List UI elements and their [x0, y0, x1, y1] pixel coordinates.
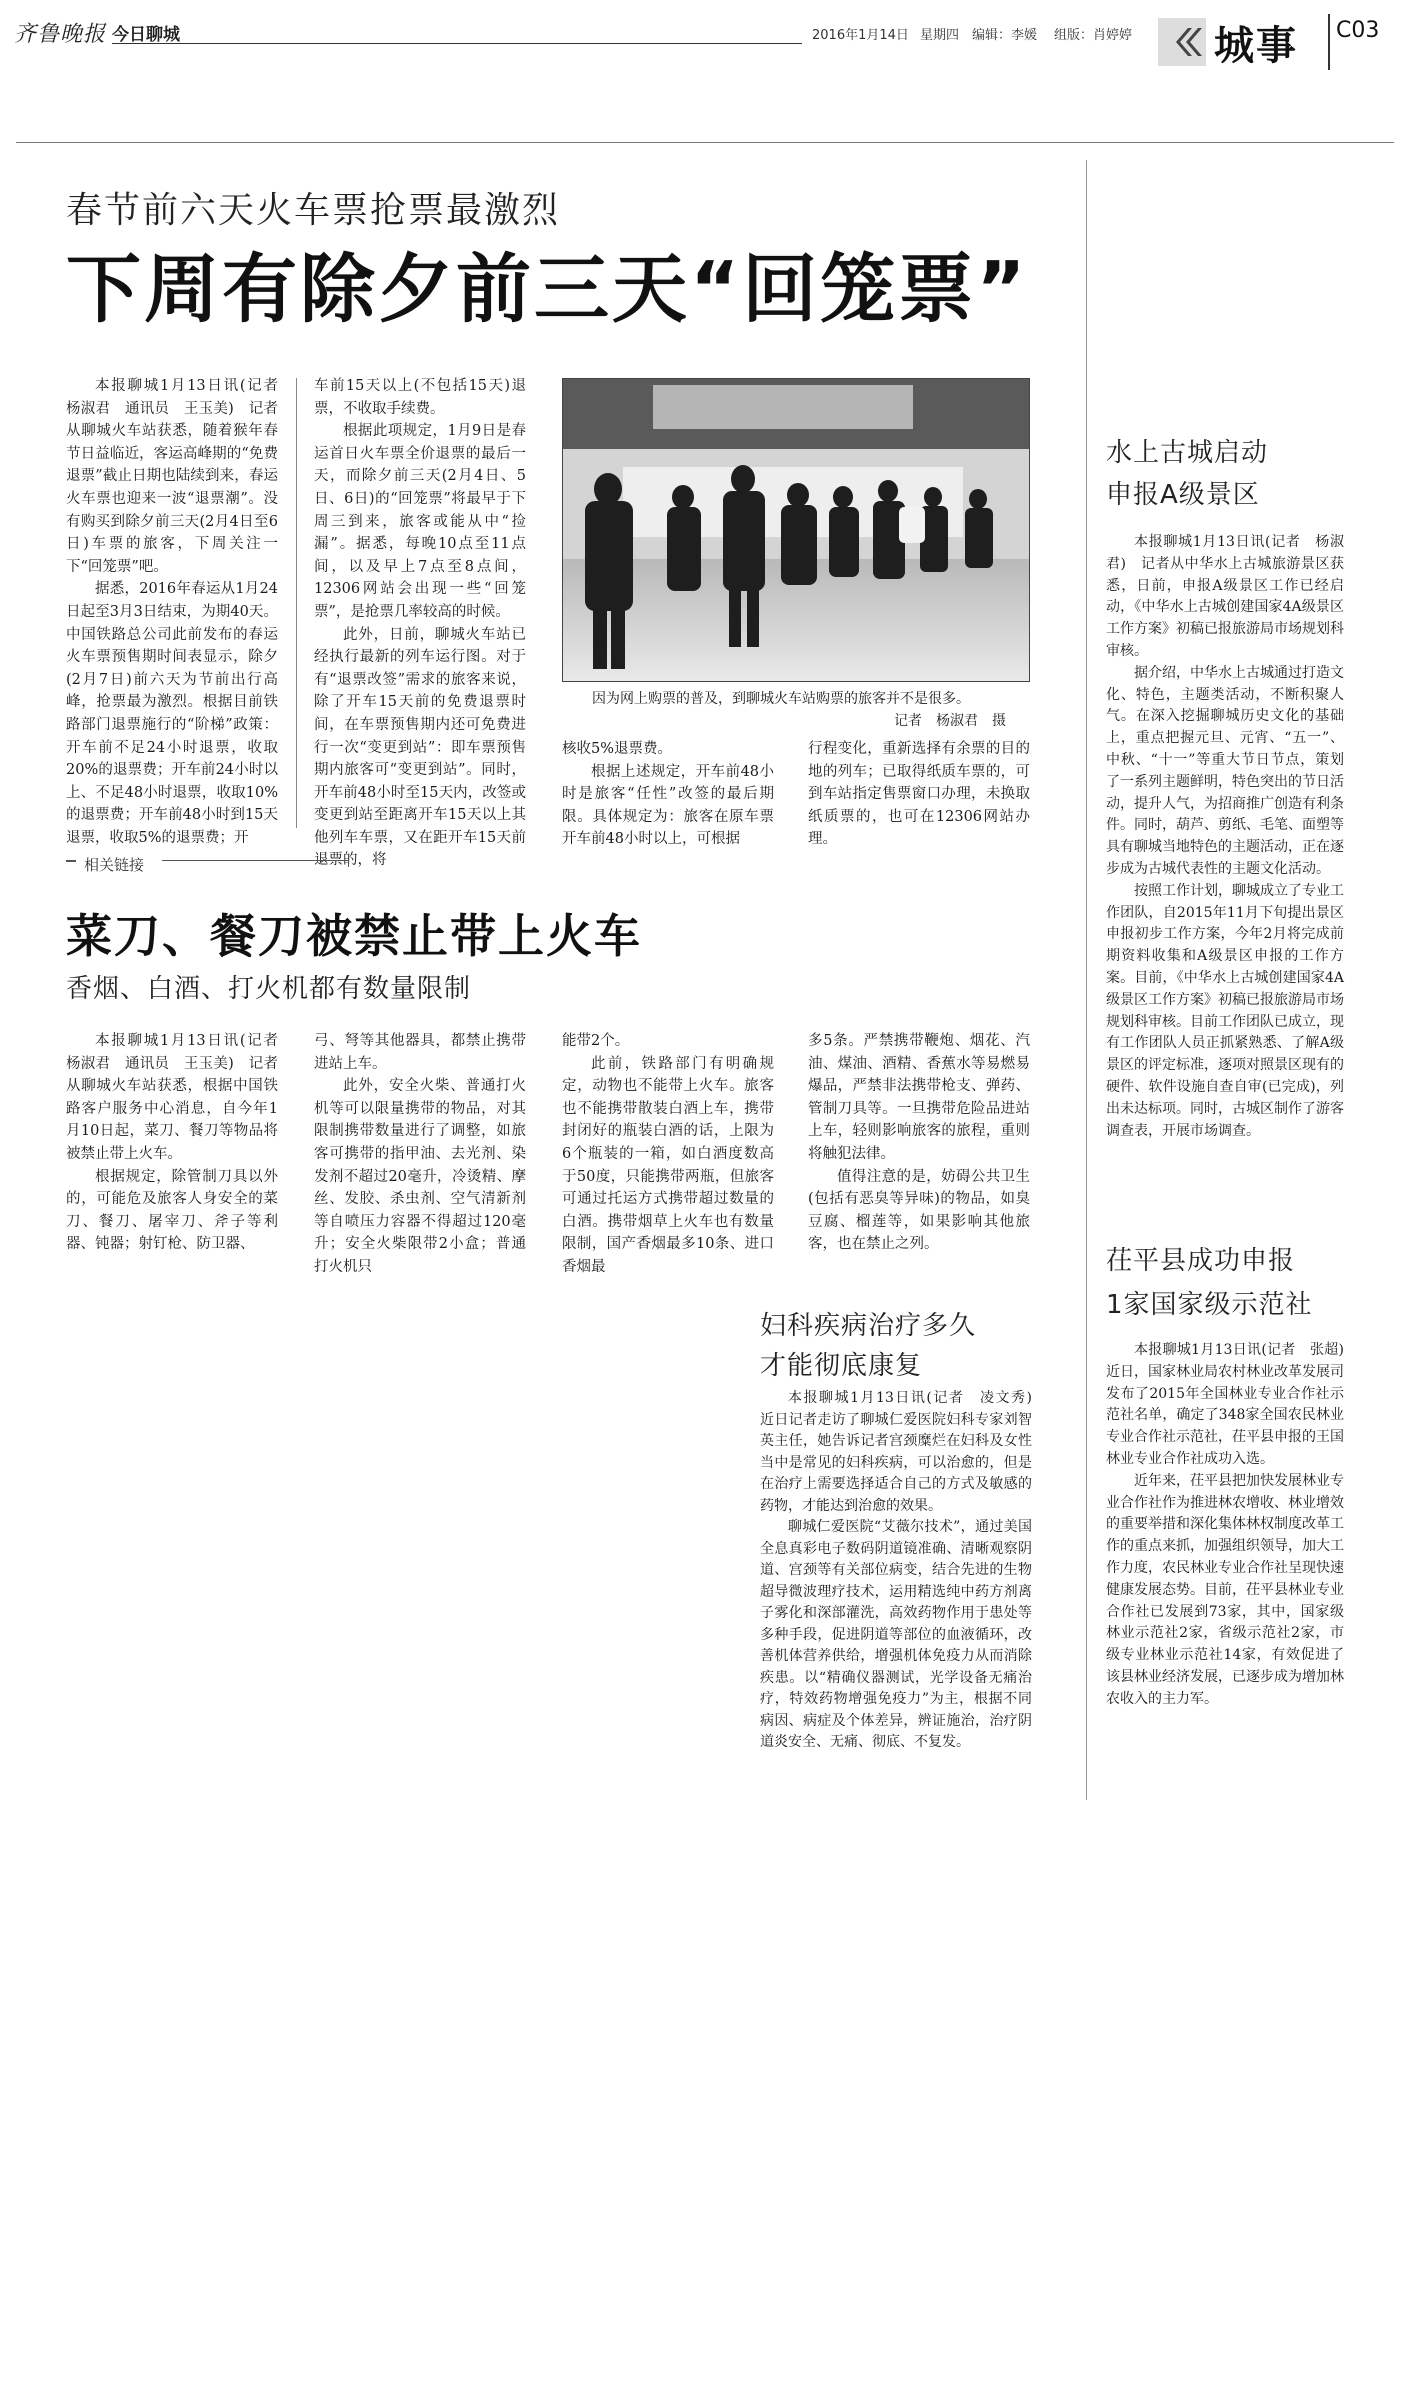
main-col1-para: 据悉，2016年春运从1月24日起至3月3日结束，为期40天。中国铁路总公司此前发布的春运火车票预售期时间表显示，除夕(2月7日)前六天为节前出行高峰，抢票最为激烈。根据目前铁路部门退票施行的“阶梯”政策：开车前不足24小时退票，收取20%的退票费；开车前24小时以上、不足48小时退票，收取10%的退票费；开车前48小时到15天退票，收取5%的退票费；开: [66, 581, 278, 846]
second-col1-para: 根据规定，除管制刀具以外的，可能危及旅客人身安全的菜刀、餐刀、屠宰刀、斧子等利器、钝器；射钉枪、防卫器、: [66, 1168, 278, 1253]
station-photo: [562, 378, 1030, 682]
section-title: 城事: [1214, 23, 1298, 69]
second-col2-para: 此外，安全火柴、普通打火机等可以限量携带的物品，对其限制携带数量进行了调整，如旅客可携带的指甲油、去光剂、染发剂不超过20毫升，冷烫精、摩丝、发胶、杀虫剂、空气清新剂等自喷压力容器不得超过120毫升；安全火柴限带2小盒；普通打火机只: [314, 1078, 526, 1275]
issue-weekday: 星期四: [920, 28, 960, 43]
main-col4: [808, 738, 1030, 851]
paper-logo: 齐鲁晚报: [14, 22, 107, 47]
right1-body-para: 本报聊城1月13日讯(记者 杨淑君) 记者从中华水上古城旅游景区获悉，日前，申报A级景区工作已经启动，《中华水上古城创建国家4A级景区工作方案》初稿已报旅游局市场规划科审核。: [1106, 534, 1344, 659]
right2-headline-line1: 茌平县成功申报: [1106, 1246, 1296, 1276]
main-col2-para: 车前15天以上(不包括15天)退票，不收取手续费。: [314, 378, 526, 417]
page-number: C03: [1336, 18, 1380, 43]
photo-credit: [894, 710, 1006, 732]
main-col3: [562, 738, 774, 851]
right1-body-para: 按照工作计划，聊城成立了专业工作团队，自2015年11月下旬提出景区申报初步工作方案，今年2月将完成前期资料收集和A级景区申报的工作方案。目前，《中华水上古城创建国家4A级景区工作方案》初稿已报旅游局市场规划科审核。目前工作团队已成立，现有工作团队人员正抓紧熟悉、了解A级景区的评定标准，逐项对照景区现有的硬件、软件设施自查自审(已完成)，列出未达标项。同时，古城区制作了游客调查表，开展市场调查。: [1106, 882, 1344, 1139]
second-col2: [314, 1030, 526, 1279]
section-arrow-icon: [1158, 18, 1206, 66]
main-col2: [314, 375, 526, 872]
second-headline: 菜刀、餐刀被禁止带上火车: [66, 909, 642, 963]
main-col3-para: 核收5%退票费。: [562, 741, 673, 757]
second-col4-para: 值得注意的是，妨碍公共卫生(包括有恶臭等异味)的物品，如臭豆腐、榴莲等，如果影响其他旅客，也在禁止之列。: [808, 1168, 1030, 1253]
section-name: 今日聊城: [112, 25, 180, 45]
second-subhead: 香烟、白酒、打火机都有数量限制: [66, 974, 472, 1004]
second-col3-para: 此前，铁路部门有明确规定，动物也不能带上火车。旅客也不能携带散装白酒上车，携带封闭好的瓶装白酒的话，上限为6个瓶装的一箱，如白酒度数高于50度，只能携带两瓶，但旅客可通过托运方式携带超过数量的白酒。携带烟草上火车也有数量限制，国产香烟最多10条、进口香烟最: [562, 1055, 774, 1275]
right1-headline-line1: 水上古城启动: [1106, 438, 1269, 468]
ad-body: [760, 1388, 1046, 1754]
photo-caption: [592, 688, 1032, 710]
main-col1-para: 本报聊城1月13日讯(记者 杨淑君 通讯员 王玉美) 记者从聊城火车站获悉，随着猴年春节日益临近，客运高峰期的“免费退票”截止日期也陆续到来，春运火车票也迎来一波“退票潮”。没有购买到除夕前三天(2月4日至6日)车票的旅客，下周关注一下“回笼票”吧。: [66, 378, 293, 575]
second-col4-para: 多5条。严禁携带鞭炮、烟花、汽油、煤油、酒精、香蕉水等易燃易爆品，严禁非法携带枪支、弹药、管制刀具等。一旦携带危险品进站上车，轻则影响旅客的旅程，重则将触犯法律。: [808, 1033, 1030, 1162]
main-col3-para: 根据上述规定，开车前48小时是旅客“任性”改签的最后期限。具体规定为：旅客在原车票开车前48小时以上，可根据: [562, 763, 774, 848]
second-col1: [66, 1030, 293, 1256]
layout-credit: 组版：肖婷婷: [1054, 28, 1133, 43]
second-col1-para: 本报聊城1月13日讯(记者 杨淑君 通讯员 王玉美) 记者从聊城火车站获悉，根据中国铁路客户服务中心消息，自今年1月10日起，菜刀、餐刀等物品将被禁止带上火车。: [66, 1033, 293, 1162]
ad-headline-line2: 才能彻底康复: [760, 1351, 923, 1381]
right2-body: [1106, 1340, 1358, 1711]
right2-headline-line2: 1家国家级示范社: [1106, 1290, 1313, 1320]
related-link-text: 相关链接: [84, 856, 145, 874]
right1-headline-line2: 申报A级景区: [1106, 480, 1260, 510]
photo-caption-text: 因为网上购票的普及，到聊城火车站购票的旅客并不是很多。: [592, 691, 970, 707]
right1-body: [1106, 532, 1344, 1142]
main-headline: 下周有除夕前三天“回笼票”: [66, 245, 1029, 333]
masthead: [0, 0, 1409, 70]
main-col1: [66, 375, 293, 849]
ad-headline-line1: 妇科疾病治疗多久: [760, 1311, 977, 1341]
main-kicker: 春节前六天火车票抢票最激烈: [66, 190, 561, 231]
ad-body-para: 聊城仁爱医院“艾薇尔技术”，通过美国全息真彩电子数码阴道镜准确、清晰观察阴道、宫颈等有关部位病变，结合先进的生物超导微波理疗技术，运用精选纯中药方剂离子雾化和深部灌洗，高效药物作用于患处等多种手段，促进阴道等部位的血液循环，改善机体营养供给，增强机体免疫力从而消除疾患。以“精确仪器测试，光学设备无痛治疗，特效药物增强免疫力”为主，根据不同病因、病症及个体差异，辨证施治，治疗阴道炎安全、无痛、彻底、不复发。: [760, 1519, 1032, 1750]
second-col4: [808, 1030, 1030, 1256]
ad-body-para: 本报聊城1月13日讯(记者 凌文秀) 近日记者走访了聊城仁爱医院妇科专家刘智英主任，她告诉记者宫颈糜烂在妇科及女性当中是常见的妇科疾病，可以治愈的，但是在治疗上需要选择适合自己的方式及敏感的药物，才能达到治愈的效果。: [760, 1390, 1046, 1514]
second-col2-para: 弓、弩等其他器具，都禁止携带进站上车。: [314, 1033, 526, 1072]
main-col4-para: 行程变化，重新选择有余票的目的地的列车；已取得纸质车票的，可到车站指定售票窗口办理，未换取纸质票的，也可在12306网站办理。: [808, 741, 1030, 848]
right1-body-para: 据介绍，中华水上古城通过打造文化、特色，主题类活动，不断积聚人气。在深入挖掘聊城历史文化的基础上，重点把握元旦、元宵、“五一”、中秋、“十一”等重大节日节点，策划了一系列主题鲜明，特色突出的节日活动，提升人气，为招商推广创造有利条件。同时，葫芦、剪纸、毛笔、面塑等具有聊城当地特色的主题活动，正在逐步成为古城代表性的主题文化活动。: [1106, 664, 1344, 877]
second-col3-para: 能带2个。: [562, 1033, 630, 1049]
photo-credit-text: 记者 杨淑君 摄: [894, 713, 1006, 729]
main-col2-para: 此外，日前，聊城火车站已经执行最新的列车运行图。对于有“退票改签”需求的旅客来说，除了开车15天前的免费退票时间，在车票预售期内还可免费进行一次“变更到站”：即车票预售期内旅客可“变更到站”。同时，开车前48小时至15天内，改签或变更到站至距离开车15天以上其他列车车票，又在距开车15天前退票的，将: [314, 626, 526, 869]
editor-credit: 编辑：李媛: [972, 28, 1038, 43]
main-col2-para: 根据此项规定，1月9日是春运首日火车票全价退票的最后一天，而除夕前三天(2月4日、5日、6日)的“回笼票”将最早于下周三到来，旅客或能从中“捡漏”。据悉，每晚10点至11点间，以及早上7点至8点间，12306网站会出现一些“回笼票”，是抢票几率较高的时候。: [314, 423, 526, 620]
second-col3: [562, 1030, 774, 1279]
right2-body-para: 近年来，茌平县把加快发展林业专业合作社作为推进林农增收、林业增效的重要举措和深化集体林权制度改革工作的重点来抓，加强组织领导，加大工作力度，农民林业专业合作社呈现快速健康发展态势。目前，茌平县林业专业合作社已发展到73家，其中，国家级林业示范社2家，省级示范社2家，市级专业林业示范社14家，有效促进了该县林业经济发展，已逐步成为增加林农收入的主力军。: [1106, 1472, 1344, 1707]
issue-date: 2016年1月14日: [812, 28, 909, 43]
right2-body-para: 本报聊城1月13日讯(记者 张超) 近日，国家林业局农村林业改革发展司发布了2015年全国林业专业合作社示范社名单，确定了348家全国农民林业专业合作社示范社，茌平县申报的王国林业专业合作社成功入选。: [1106, 1342, 1358, 1467]
related-link-label: [66, 856, 281, 878]
